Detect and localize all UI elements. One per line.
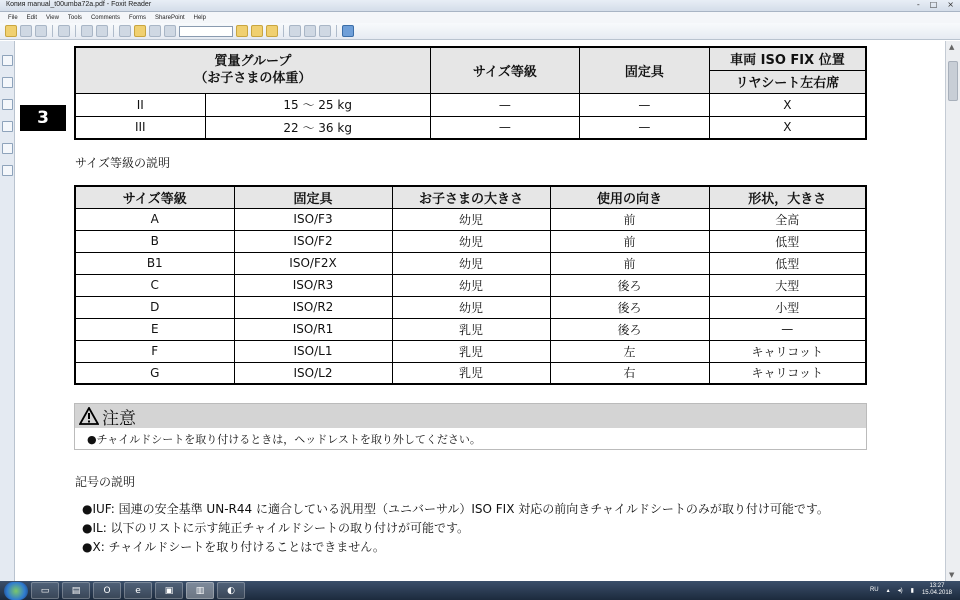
title-bar [0,0,960,12]
window-controls [917,0,954,9]
table-cell: — [709,318,866,340]
binoculars-icon[interactable] [164,25,176,37]
table-cell: B [75,230,234,252]
search-input[interactable] [179,26,233,37]
table-cell: 大型 [709,274,866,296]
list-item: ●IUF: 国連の安全基準 UN-R44 に適合している汎用型（ユニバーサル）ISO FIX 対応の前向きチャイルドシートのみが取り付け可能です。 [82,502,829,516]
table-cell: 乳児 [392,340,550,362]
scroll-up-icon[interactable]: ▲ [949,43,955,51]
opera-icon[interactable]: O [93,582,121,599]
menu-file[interactable]: File [8,14,18,21]
table-cell: ISO/L2 [234,362,392,384]
table-cell: キャリコット [709,362,866,384]
select-text-icon[interactable] [149,25,161,37]
cell-position: X [709,116,866,139]
cell-position: X [709,93,866,116]
pages-icon[interactable] [2,55,13,66]
open-icon[interactable] [5,25,17,37]
app-icon[interactable]: ▣ [155,582,183,599]
table-header: お子さまの大きさ [392,186,550,208]
caution-text: ●チャイルドシートを取り付けるときは，ヘッドレストを取り外してください。 [87,433,481,446]
symbols-list [80,501,870,556]
minimize-button[interactable]: - [916,0,920,9]
close-button[interactable]: × [947,0,954,9]
scroll-down-icon[interactable]: ▼ [949,571,955,579]
table-header-isofix: 車両 ISO FIX 位置 [709,47,866,70]
table-cell: 乳児 [392,362,550,384]
table-row [75,340,866,362]
misc-app-icon[interactable]: ◐ [217,582,245,599]
table-cell: B1 [75,252,234,274]
symbols-title: 記号の説明 [75,475,136,489]
table-cell: 前 [550,230,709,252]
toolbar-separator [52,25,53,37]
bookmarks-icon[interactable] [2,77,13,88]
warning-icon [79,407,99,425]
taskbar [0,581,960,600]
table-cell: 低型 [709,252,866,274]
menu-view[interactable]: View [46,14,59,21]
menu-edit[interactable]: Edit [26,14,38,21]
clock[interactable] [922,583,952,597]
table-cell: 後ろ [550,296,709,318]
table-header-size: サイズ等級 [430,47,579,93]
table-cell: F [75,340,234,362]
caution-header [75,404,866,428]
table-header: 使用の向き [550,186,709,208]
table-cell: 全高 [709,208,866,230]
language-indicator[interactable]: RU [869,587,879,593]
tray-arrow-icon[interactable]: ▴ [886,587,890,594]
clock-date: 15.04.2018 [921,590,952,596]
table-cell: ISO/F2X [234,252,392,274]
window-title: Копия manual_t00umba72a.pdf - Foxit Reader [6,1,152,8]
table-cell: A [75,208,234,230]
table-header-mass-group [75,47,430,93]
table-cell: G [75,362,234,384]
navigation-panel [0,41,15,581]
cell-fixture: — [579,116,709,139]
table-cell: 左 [550,340,709,362]
cell-weight: 15 ～ 25 kg [205,93,430,116]
table-cell: 小型 [709,296,866,318]
table-header: 形状，大きさ [709,186,866,208]
table-cell: ISO/R3 [234,274,392,296]
toolbar [0,23,960,40]
toolbar-separator [113,25,114,37]
table-cell: 右 [550,362,709,384]
folder-icon[interactable]: ▤ [62,582,90,599]
scroll-thumb[interactable] [948,61,958,101]
fit-page-icon[interactable] [289,25,301,37]
isofix-position-table [74,46,867,140]
size-section-title: サイズ等級の説明 [75,156,171,170]
actual-size-icon[interactable] [319,25,331,37]
table-row [75,208,866,230]
layers-icon[interactable] [2,99,13,110]
table-row [75,252,866,274]
cell-group: II [75,93,205,116]
clock-time: 13:27 [929,583,945,589]
table-cell: ISO/F2 [234,230,392,252]
menu-tools[interactable]: Tools [67,14,82,21]
hand-tool-icon[interactable] [134,25,146,37]
comments-icon[interactable] [2,121,13,132]
header-mass-group: 質量グループ [214,54,292,70]
table-cell: 前 [550,208,709,230]
chapter-tab: 3 [20,105,66,131]
table-row [75,296,866,318]
find-next-icon[interactable] [251,25,263,37]
list-item: ●X: チャイルドシートを取り付けることはできません。 [82,540,385,554]
foxit-reader-icon[interactable]: ▥ [186,582,214,599]
table-cell: D [75,296,234,318]
export-icon[interactable] [266,25,278,37]
table-row [75,362,866,384]
table-cell: 後ろ [550,318,709,340]
caution-title: 注意 [102,408,136,429]
table-cell: 幼児 [392,296,550,318]
document-page [16,41,945,581]
table-row [75,116,866,139]
email-icon[interactable] [96,25,108,37]
table-cell: 乳児 [392,318,550,340]
menu-bar [0,12,960,23]
table-header: 固定具 [234,186,392,208]
maximize-button[interactable]: □ [929,0,938,9]
table-row [75,274,866,296]
volume-icon[interactable]: ◂) [897,587,903,594]
table-row [75,318,866,340]
table-cell: E [75,318,234,340]
table-row [75,93,866,116]
cell-weight: 22 ～ 36 kg [205,116,430,139]
table-cell: ISO/R1 [234,318,392,340]
table-cell: 幼児 [392,230,550,252]
print-icon[interactable] [58,25,70,37]
list-item: ●IL: 以下のリストに示す純正チャイルドシートの取り付けが可能です。 [82,521,469,535]
cell-group: III [75,116,205,139]
table-cell: 前 [550,252,709,274]
table-header: サイズ等級 [75,186,234,208]
cell-fixture: — [579,93,709,116]
table-header-rear-seat: リヤシート左右席 [709,70,866,93]
page-view-icon[interactable] [119,25,131,37]
table-header-fixture: 固定具 [579,47,709,93]
table-cell: 後ろ [550,274,709,296]
vertical-scrollbar[interactable] [945,41,960,581]
table-cell: 低型 [709,230,866,252]
start-button[interactable] [4,582,28,600]
table-row [75,230,866,252]
table-cell: 幼児 [392,252,550,274]
caution-box [74,403,867,450]
cell-size: — [430,116,579,139]
table-cell: 幼児 [392,274,550,296]
find-previous-icon[interactable] [236,25,248,37]
table-cell: ISO/L1 [234,340,392,362]
menu-comments[interactable]: Comments [90,14,120,21]
table-cell: キャリコット [709,340,866,362]
ie-icon[interactable]: e [124,582,152,599]
signatures-icon[interactable] [2,165,13,176]
screenshot-icon[interactable] [81,25,93,37]
table-cell: 幼児 [392,208,550,230]
menu-help[interactable]: Help [193,14,206,21]
system-tray [870,583,952,597]
attachments-icon[interactable] [2,143,13,154]
toolbar-separator [75,25,76,37]
header-mass-group-sub: （お子さまの体重） [194,71,312,87]
toolbar-separator [336,25,337,37]
toolbar-separator [283,25,284,37]
network-icon[interactable]: ▮ [910,587,914,594]
table-cell: ISO/F3 [234,208,392,230]
cell-size: — [430,93,579,116]
table-cell: ISO/R2 [234,296,392,318]
save-icon[interactable] [20,25,32,37]
explorer-icon[interactable]: ▭ [31,582,59,599]
size-class-table [74,185,867,385]
fit-width-icon[interactable] [304,25,316,37]
print-preview-icon[interactable] [35,25,47,37]
menu-sharepoint[interactable]: SharePoint [154,14,185,21]
foxit-icon[interactable] [342,25,354,37]
table-cell: C [75,274,234,296]
menu-forms[interactable]: Forms [128,14,146,21]
